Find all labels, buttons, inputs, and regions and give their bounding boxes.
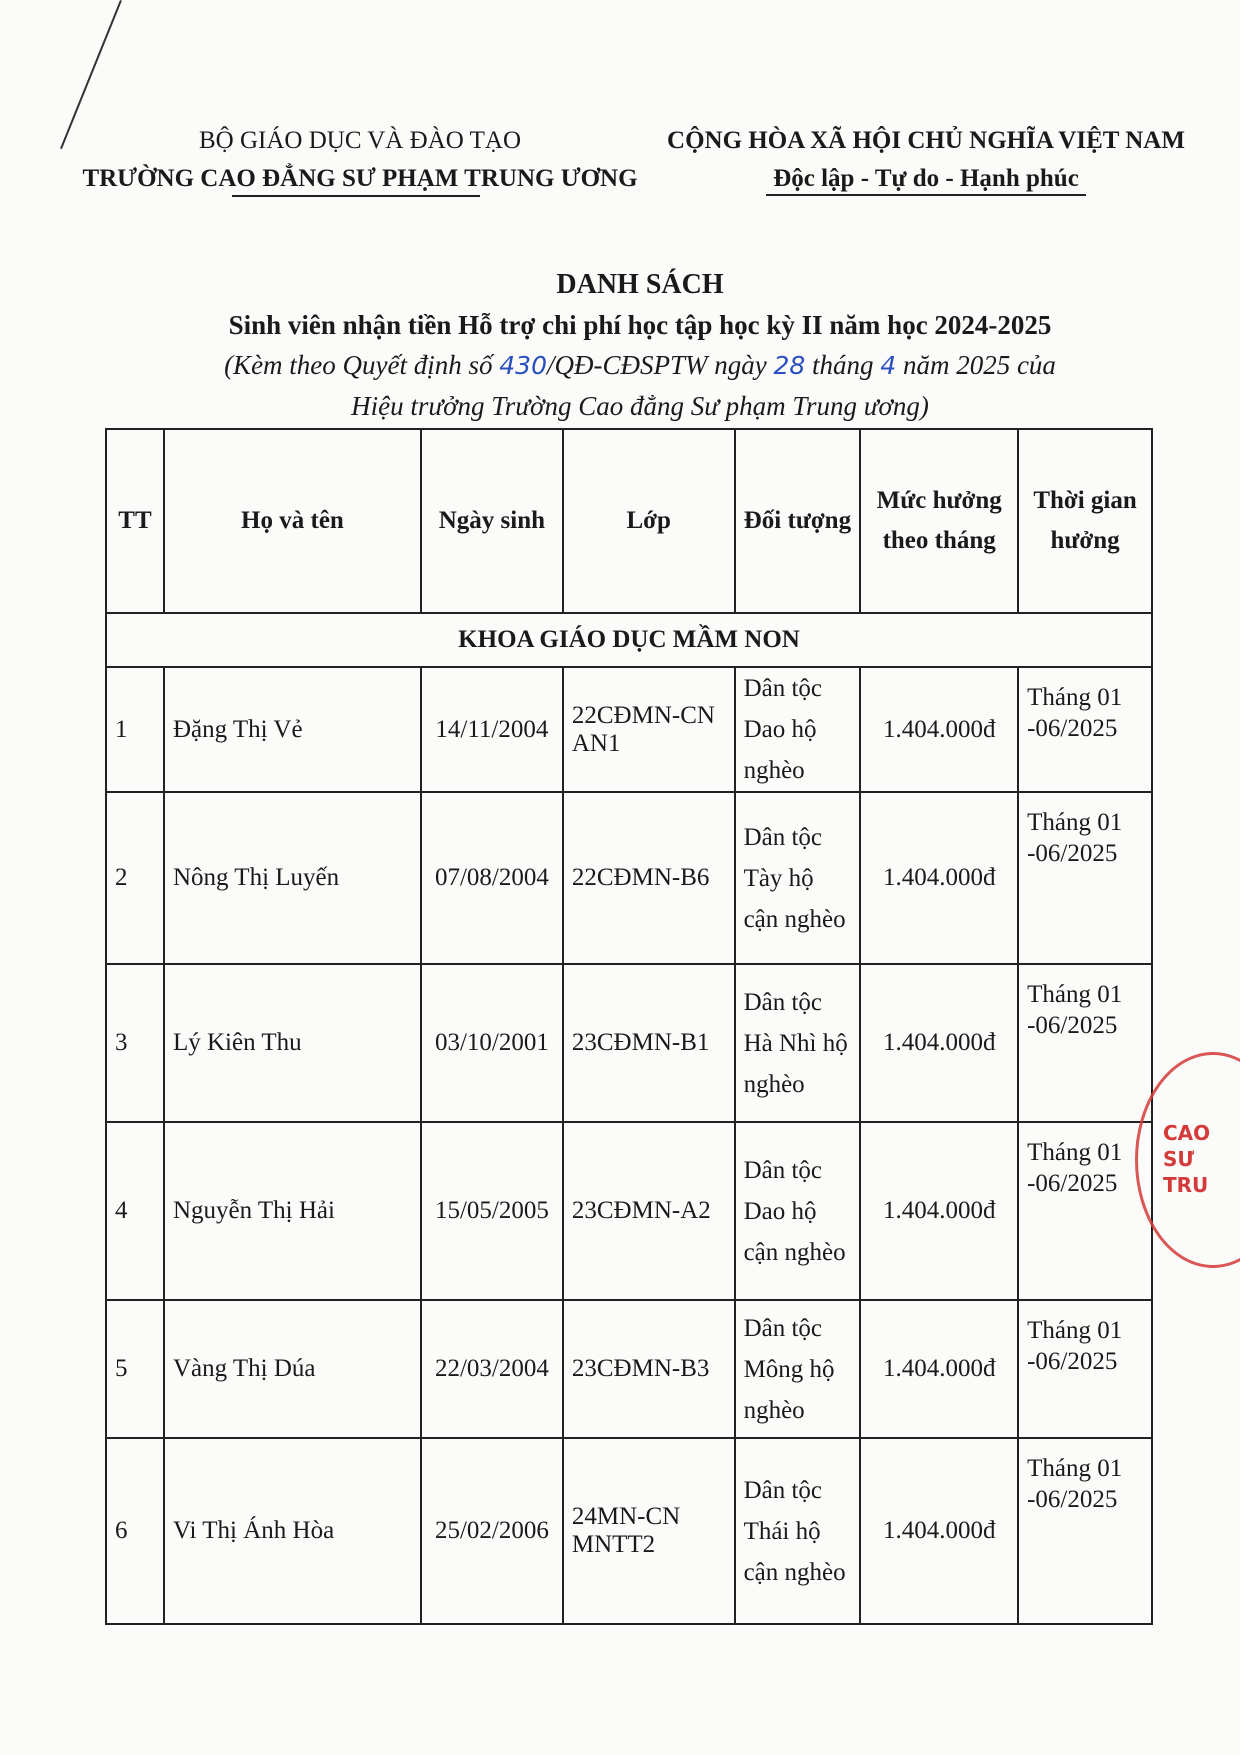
cell-target: Dân tộc Hà Nhì hộ nghèo xyxy=(735,964,861,1122)
title-subject: Sinh viên nhận tiền Hỗ trợ chi phí học tập học kỳ II năm học 2024-2025 xyxy=(228,310,1052,340)
cell-dob: 22/03/2004 xyxy=(421,1300,563,1438)
cell-name: Nông Thị Luyến xyxy=(164,792,421,964)
motto: Độc lập - Tự do - Hạnh phúc xyxy=(773,165,1079,192)
cell-name: Vàng Thị Dúa xyxy=(164,1300,421,1438)
student-list-table xyxy=(105,428,1153,1625)
title-main: DANH SÁCH xyxy=(556,269,724,300)
document-title xyxy=(80,265,1200,426)
motto-underline xyxy=(766,194,1086,196)
section-row xyxy=(106,613,1152,667)
title-issuer: Hiệu trưởng Trường Cao đẳng Sư phạm Trung ương) xyxy=(351,391,929,421)
cell-period: Tháng 01 -06/2025 xyxy=(1018,1122,1152,1300)
col-header-tt: TT xyxy=(106,429,164,613)
col-header-target: Đối tượng xyxy=(735,429,861,613)
cell-name: Nguyễn Thị Hải xyxy=(164,1122,421,1300)
cell-class: 23CĐMN-A2 xyxy=(563,1122,735,1300)
cell-class: 22CĐMN-CN AN1 xyxy=(563,667,735,792)
col-header-name: Họ và tên xyxy=(164,429,421,613)
cell-dob: 03/10/2001 xyxy=(421,964,563,1122)
school-name: TRƯỜNG CAO ĐẲNG SƯ PHẠM TRUNG ƯƠNG xyxy=(82,165,638,192)
col-header-amount: Mức hưởng theo tháng xyxy=(860,429,1018,613)
table-header-row xyxy=(106,429,1152,613)
cell-period: Tháng 01 -06/2025 xyxy=(1018,1438,1152,1624)
cell-class: 23CĐMN-B1 xyxy=(563,964,735,1122)
cell-period: Tháng 01 -06/2025 xyxy=(1018,667,1152,792)
national-header xyxy=(666,122,1186,198)
cell-dob: 14/11/2004 xyxy=(421,667,563,792)
cell-class: 23CĐMN-B3 xyxy=(563,1300,735,1438)
cell-name: Đặng Thị Vẻ xyxy=(164,667,421,792)
title-decision-ref: (Kèm theo Quyết định số 430/QĐ-CĐSPTW ngày 28 tháng 4 năm 2025 của xyxy=(224,350,1056,380)
cell-tt: 5 xyxy=(106,1300,164,1438)
cell-tt: 6 xyxy=(106,1438,164,1624)
decision-day: 28 xyxy=(773,351,806,380)
col-header-class: Lớp xyxy=(563,429,735,613)
cell-target: Dân tộc Dao hộ cận nghèo xyxy=(735,1122,861,1300)
decision-number: 430 xyxy=(499,351,547,380)
cell-amount: 1.404.000đ xyxy=(860,792,1018,964)
country-name: CỘNG HÒA XÃ HỘI CHỦ NGHĨA VIỆT NAM xyxy=(667,127,1185,154)
cell-tt: 1 xyxy=(106,667,164,792)
cell-target: Dân tộc Dao hộ nghèo xyxy=(735,667,861,792)
table-row xyxy=(106,964,1152,1122)
cell-target: Dân tộc Mông hộ nghèo xyxy=(735,1300,861,1438)
stamp-text: CAO SƯ TRU xyxy=(1163,1121,1211,1197)
cell-target: Dân tộc Thái hộ cận nghèo xyxy=(735,1438,861,1624)
cell-tt: 4 xyxy=(106,1122,164,1300)
cell-name: Lý Kiên Thu xyxy=(164,964,421,1122)
cell-amount: 1.404.000đ xyxy=(860,667,1018,792)
school-underline xyxy=(232,195,480,197)
cell-name: Vi Thị Ánh Hòa xyxy=(164,1438,421,1624)
cell-amount: 1.404.000đ xyxy=(860,1300,1018,1438)
table-row xyxy=(106,792,1152,964)
cell-dob: 07/08/2004 xyxy=(421,792,563,964)
cell-tt: 3 xyxy=(106,964,164,1122)
cell-period: Tháng 01 -06/2025 xyxy=(1018,792,1152,964)
cell-dob: 15/05/2005 xyxy=(421,1122,563,1300)
cell-amount: 1.404.000đ xyxy=(860,964,1018,1122)
col-header-dob: Ngày sinh xyxy=(421,429,563,613)
cell-period: Tháng 01 -06/2025 xyxy=(1018,964,1152,1122)
ministry-name: BỘ GIÁO DỤC VÀ ĐÀO TẠO xyxy=(199,127,521,154)
section-title: KHOA GIÁO DỤC MẦM NON xyxy=(106,613,1152,667)
cell-amount: 1.404.000đ xyxy=(860,1438,1018,1624)
table-row xyxy=(106,1438,1152,1624)
col-header-period: Thời gian hưởng xyxy=(1018,429,1152,613)
cell-target: Dân tộc Tày hộ cận nghèo xyxy=(735,792,861,964)
issuer-header xyxy=(80,122,640,198)
cell-period: Tháng 01 -06/2025 xyxy=(1018,1300,1152,1438)
cell-tt: 2 xyxy=(106,792,164,964)
cell-class: 22CĐMN-B6 xyxy=(563,792,735,964)
decision-month: 4 xyxy=(880,351,897,380)
cell-class: 24MN-CN MNTT2 xyxy=(563,1438,735,1624)
table-row xyxy=(106,1122,1152,1300)
table-row xyxy=(106,1300,1152,1438)
cell-amount: 1.404.000đ xyxy=(860,1122,1018,1300)
cell-dob: 25/02/2006 xyxy=(421,1438,563,1624)
table-row xyxy=(106,667,1152,792)
